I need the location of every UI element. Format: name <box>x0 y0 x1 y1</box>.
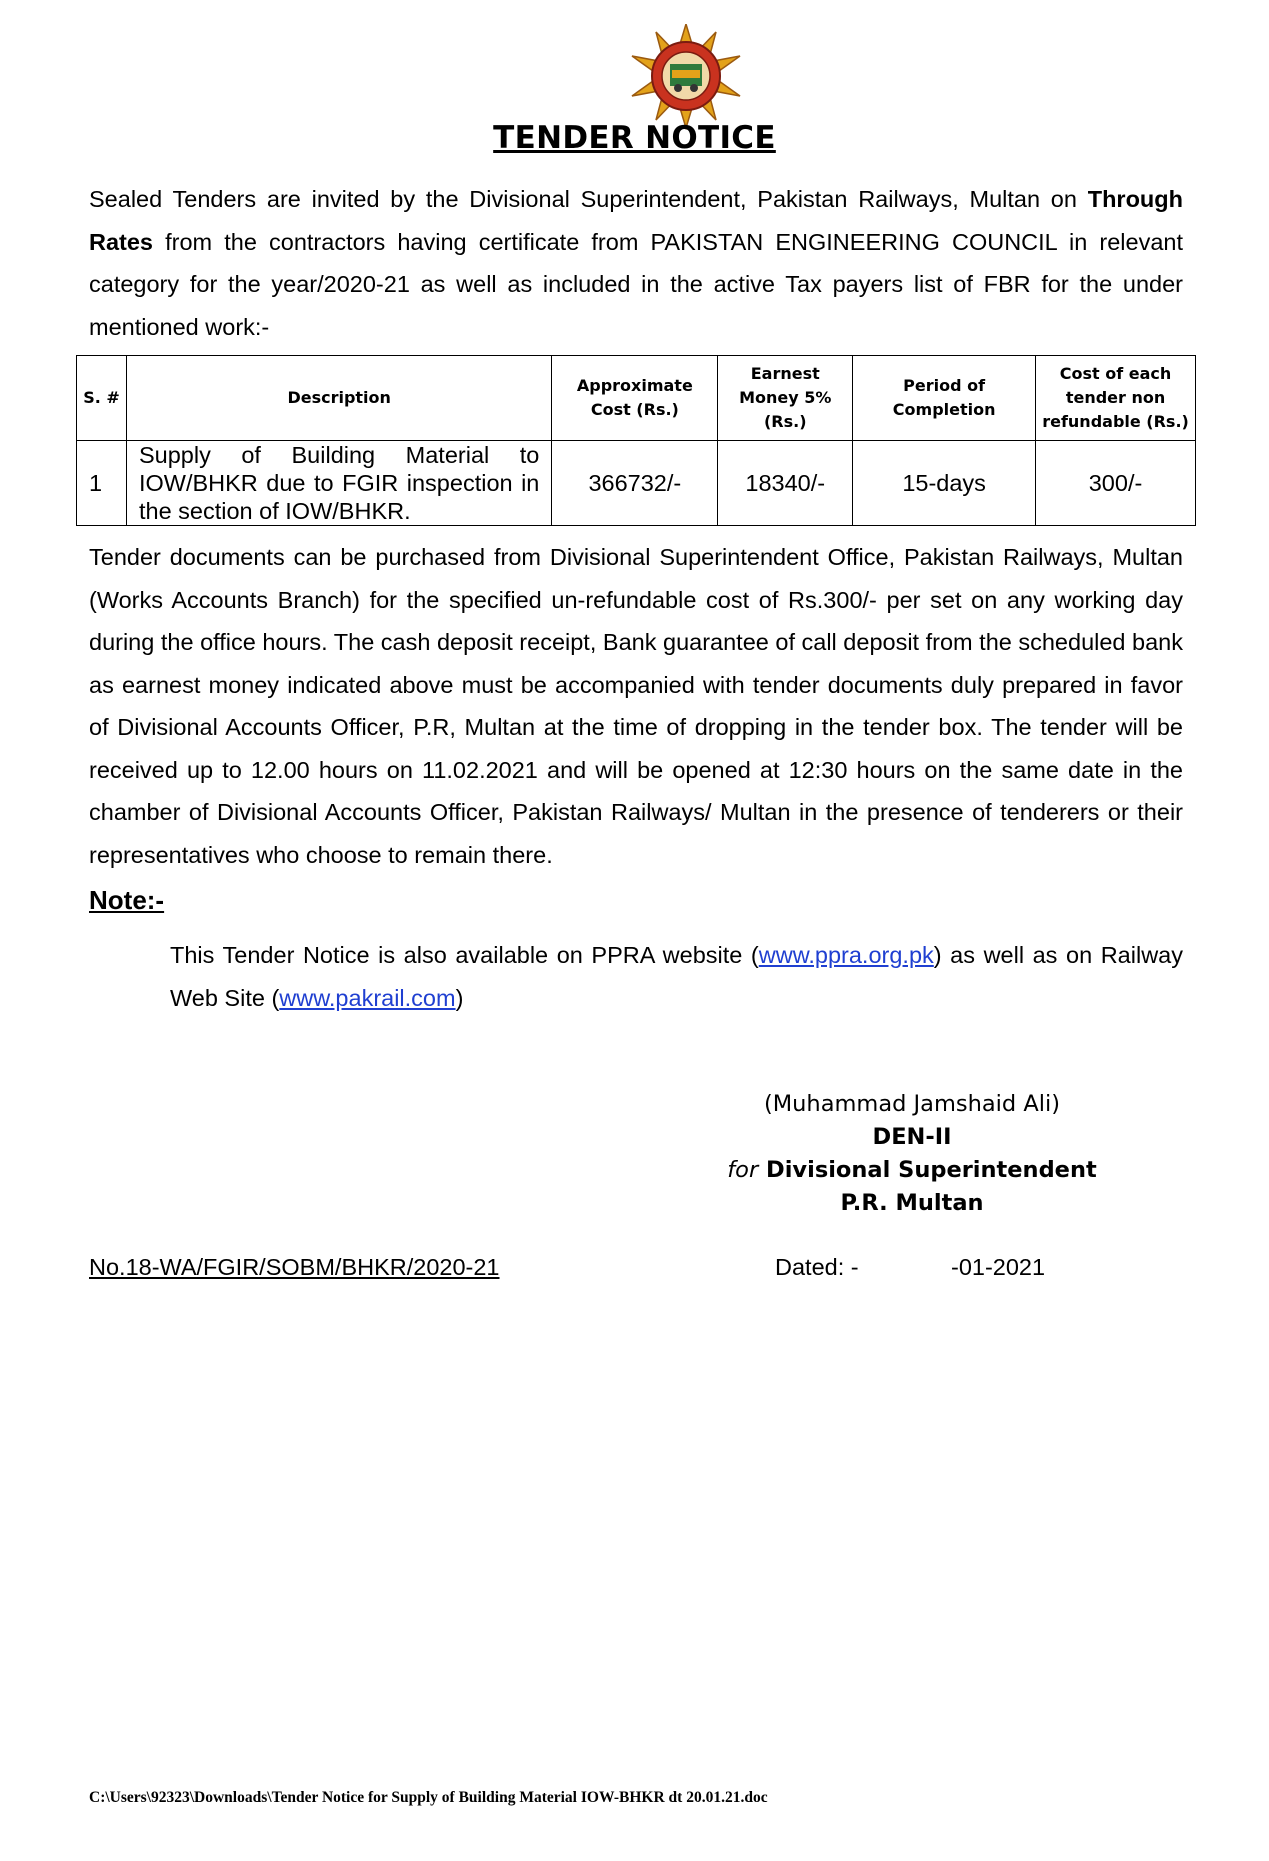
table-row <box>77 441 1196 526</box>
file-path-footer: C:\Users\92323\Downloads\Tender Notice for Supply of Building Material IOW-BHKR dt 20.01.21.doc <box>89 1789 768 1806</box>
tender-table <box>76 355 1196 526</box>
office-name: Divisional Superintendent <box>766 1157 1097 1183</box>
intro-text-1: Sealed Tenders are invited by the Divisional Superintendent, Pakistan Railways, Multan on <box>89 186 1088 212</box>
header-period: Period of Completion <box>853 356 1036 441</box>
note-text-1: This Tender Notice is also available on PPRA website ( <box>170 942 759 968</box>
dated-value: -01-2021 <box>951 1254 1046 1280</box>
header-description: Description <box>126 356 551 441</box>
note-text <box>170 934 1183 1019</box>
header-sno: S. # <box>77 356 127 441</box>
cell-cost: 366732/- <box>552 441 718 526</box>
cell-earnest: 18340/- <box>718 441 853 526</box>
header-cost: Approximate Cost (Rs.) <box>552 356 718 441</box>
note-heading: Note:- <box>89 885 165 915</box>
cell-sno: 1 <box>77 441 127 526</box>
cell-description: Supply of Building Material to IOW/BHKR due to FGIR inspection in the section of IOW/BHKR. <box>126 441 551 526</box>
intro-paragraph <box>89 178 1183 348</box>
body-paragraph: Tender documents can be purchased from Divisional Superintendent Office, Pakistan Railways, Multan (Works Accounts Branch) for the specified un-refundable cost of Rs.300/- per set on any working day during the office hours. The cash deposit receipt, Bank guarantee of call deposit from the scheduled bank as earnest money indicated above must be accompanied with tender documents duly prepared in favor of Divisional Accounts Officer, P.R, Multan at the time of dropping in the tender box. The tender will be received up to 12.00 hours on 11.02.2021 and will be opened at 12:30 hours on the same date in the chamber of Divisional Accounts Officer, Pakistan Railways/ Multan in the presence of tenderers or their representatives who choose to remain there. <box>89 544 1183 868</box>
table-header-row <box>77 356 1196 441</box>
note-text-2: ) as well as on Railway Web Site ( <box>170 942 1183 1011</box>
railway-emblem-logo <box>624 24 748 130</box>
pakrail-link[interactable]: www.pakrail.com <box>279 984 456 1011</box>
ppra-link[interactable]: www.ppra.org.pk <box>758 942 934 968</box>
dated-label: Dated: - <box>775 1254 859 1280</box>
cell-fee: 300/- <box>1036 441 1196 526</box>
note-text-3: ) <box>455 984 464 1011</box>
reference-number: No.18-WA/FGIR/SOBM/BHKR/2020-21 <box>89 1254 500 1280</box>
signatory-designation: DEN-II <box>872 1124 952 1150</box>
signatory-office <box>700 1154 1124 1187</box>
for-word: for <box>727 1157 759 1183</box>
intro-text-2: from the contractors having certificate from PAKISTAN ENGINEERING COUNCIL in relevant category for the year/2020-21 as well as included in the active Tax payers list of FBR for the under mentioned work:- <box>89 228 1183 340</box>
cell-period: 15-days <box>853 441 1036 526</box>
header-earnest: Earnest Money 5% (Rs.) <box>718 356 853 441</box>
intro-bold-text: Through Rates <box>89 186 1183 255</box>
header-fee: Cost of each tender non refundable (Rs.) <box>1036 356 1196 441</box>
signatory-place: P.R. Multan <box>840 1190 984 1216</box>
signatory-name: (Muhammad Jamshaid Ali) <box>763 1091 1061 1117</box>
page-title: TENDER NOTICE <box>493 120 776 156</box>
